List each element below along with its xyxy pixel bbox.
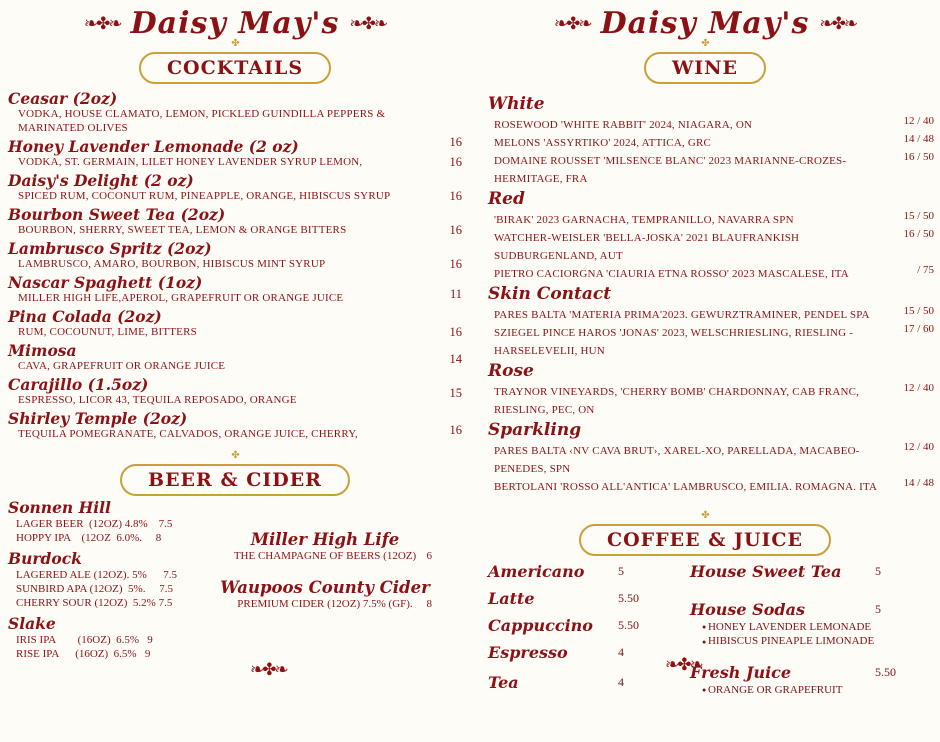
list-item — [0, 410, 470, 441]
wine-list — [470, 94, 940, 495]
wine-row — [488, 264, 940, 282]
wine-banner — [470, 38, 940, 84]
wine-group-head: White — [488, 94, 545, 114]
cocktails-banner-box — [139, 52, 331, 84]
wine-row — [488, 228, 940, 264]
item-name: Honey Lavender Lemonade (2 oz) — [8, 137, 299, 156]
brand-header-left — [0, 6, 470, 41]
beer-brand: Waupoos County Cider — [220, 578, 430, 597]
section-title-wine: WINE — [671, 57, 739, 79]
item-desc: VODKA, ST. GERMAIN, LILET HONEY LAVENDER SYRUP LEMON, — [18, 156, 363, 168]
list-item — [0, 172, 470, 203]
coffee-banner — [470, 510, 940, 556]
list-item — [488, 589, 688, 609]
item-desc: CAVA, GRAPEFRUIT OR ORANGE JUICE — [18, 360, 226, 372]
list-item — [690, 562, 930, 582]
wine-price: 15 / 50 — [903, 305, 934, 317]
beer-sub-text: PREMIUM CIDER (12OZ) 7.5% (GF). — [237, 598, 413, 610]
item-name: Americano — [488, 562, 585, 581]
wine-name: PIETRO CACIORGNA 'CIAURIA ETNA ROSSO' 2023 MASCALESE, ITA — [494, 268, 849, 280]
coffee-right-column — [690, 562, 930, 704]
flourish-icon: ❧✤❧ — [553, 14, 591, 33]
item-name: Espresso — [488, 643, 568, 662]
wine-name: DOMAINE ROUSSET 'MILSENCE BLANC' 2023 MARIANNE-CROZES-HERMITAGE, FRA — [494, 155, 847, 185]
wine-row — [488, 477, 940, 495]
beer-row: HOPPY IPA (12OZ 6.0%. 8 — [16, 532, 162, 544]
list-item — [0, 138, 470, 169]
list-item — [488, 616, 688, 636]
item-bullets — [690, 683, 930, 697]
beer-price: 8 — [426, 598, 432, 610]
section-title-beer: BEER & CIDER — [148, 469, 322, 491]
beer-row — [200, 597, 450, 612]
list-item — [0, 240, 470, 271]
wine-row — [488, 115, 940, 133]
beer-row: SUNBIRD APA (12OZ) 5%. 7.5 — [16, 583, 173, 595]
item-price: 16 — [449, 155, 462, 169]
wine-price: 15 / 50 — [903, 210, 934, 222]
flourish-icon: ❧✤❧ — [665, 655, 702, 674]
wine-name: WATCHER-WEISLER 'BELLA-JOSKA' 2021 BLAUFRANKISH SUDBURGENLAND, AUT — [494, 232, 800, 262]
wine-row — [488, 133, 940, 151]
wine-name: BERTOLANI 'ROSSO ALL'ANTICA' LAMBRUSCO, EMILIA. ROMAGNA. ITA — [494, 481, 878, 493]
beer-left-column — [8, 498, 213, 661]
item-name: Tea — [488, 673, 519, 692]
item-name: Ceasar (2oz) — [8, 89, 118, 108]
item-desc: TEQUILA POMEGRANATE, CALVADOS, ORANGE JUICE, CHERRY, — [18, 428, 358, 440]
list-item — [690, 663, 930, 697]
brand-title: Daisy May's — [600, 6, 810, 41]
item-desc: VODKA, HOUSE CLAMATO, LEMON, PICKLED GUINDILLA PEPPERS & MARINATED OLIVES — [18, 108, 386, 134]
beer-brand-group — [8, 498, 213, 545]
beer-brand: Miller High Life — [250, 530, 400, 549]
knot-icon: ✤ — [231, 450, 239, 461]
beer-banner — [0, 450, 470, 496]
item-desc: ESPRESSO, LICOR 43, TEQUILA REPOSADO, ORANGE — [18, 394, 297, 406]
item-price: 15 — [449, 386, 462, 400]
wine-price: 12 / 40 — [903, 115, 934, 127]
flourish-icon: ❧✤❧ — [250, 660, 287, 679]
item-price: 16 — [449, 257, 462, 271]
coffee-left-column — [488, 562, 688, 700]
item-price: 5.50 — [618, 618, 639, 632]
item-price: 5 — [875, 602, 881, 616]
beer-price: 6 — [426, 550, 432, 562]
bullet: ● ORANGE OR GRAPEFRUIT — [702, 683, 930, 697]
bullet: ● HIBISCUS PINEAPLE LIMONADE — [702, 634, 930, 648]
item-price: 16 — [449, 423, 462, 437]
list-item — [0, 206, 470, 237]
wine-row — [488, 151, 940, 187]
item-price: 5.50 — [618, 591, 639, 605]
wine-group-head: Skin Contact — [488, 284, 612, 304]
section-title-cocktails: COCKTAILS — [166, 57, 304, 79]
beer-row: LAGERED ALE (12OZ). 5% 7.5 — [16, 569, 178, 581]
bullet: ● HONEY LAVENDER LEMONADE — [702, 620, 930, 634]
beer-row: RISE IPA (16OZ) 6.5% 9 — [16, 648, 151, 660]
item-name: Lambrusco Spritz (2oz) — [8, 239, 212, 258]
beer-brand: Sonnen Hill — [8, 498, 111, 517]
item-price: 16 — [449, 189, 462, 203]
beer-right-column — [200, 530, 450, 612]
wine-price: 16 / 50 — [903, 151, 934, 163]
brand-header-right — [470, 6, 940, 41]
coffee-lists — [470, 562, 940, 742]
beer-lists — [0, 498, 470, 660]
wine-price: 12 / 40 — [903, 441, 934, 453]
knot-icon: ✤ — [231, 38, 239, 49]
wine-price: 12 / 40 — [903, 382, 934, 394]
section-title-coffee: COFFEE & JUICE — [606, 529, 804, 551]
list-item — [0, 376, 470, 407]
beer-brand-group — [200, 530, 450, 564]
wine-group — [470, 284, 940, 359]
wine-name: PARES BALTA 'MATERIA PRIMA'2023. GEWURZTRAMINER, PENDEL SPA — [494, 309, 870, 321]
item-name: Mimosa — [8, 341, 77, 360]
coffee-banner-box — [579, 524, 831, 556]
wine-name: SZIEGEL PINCE HAROS 'JONAS' 2023, WELSCHRIESLING, RIESLING -HARSELEVELII, HUN — [494, 327, 854, 357]
wine-name: MELONS 'ASSYRTIKO' 2024, ATTICA, GRC — [494, 137, 712, 149]
item-desc: SPICED RUM, COCONUT RUM, PINEAPPLE, ORANGE, HIBISCUS SYRUP — [18, 190, 391, 202]
wine-name: ROSEWOOD 'WHITE RABBIT' 2024, NIAGARA, ON — [494, 119, 753, 131]
item-name: Bourbon Sweet Tea (2oz) — [8, 205, 226, 224]
wine-group-head: Sparkling — [488, 420, 582, 440]
right-column — [470, 0, 940, 742]
item-name: Fresh Juice — [690, 662, 792, 682]
brand-title: Daisy May's — [130, 6, 340, 41]
item-price: 4 — [618, 675, 624, 689]
wine-row — [488, 305, 940, 323]
item-name: Cappuccino — [488, 616, 593, 635]
wine-row — [488, 210, 940, 228]
cocktails-banner — [0, 38, 470, 84]
item-name: Carajillo (1.5oz) — [8, 375, 149, 394]
item-name: Latte — [488, 589, 535, 608]
wine-group-head: Red — [488, 189, 525, 209]
flourish-icon: ❧✤❧ — [83, 14, 121, 33]
wine-name: TRAYNOR VINEYARDS, 'CHERRY BOMB' CHARDONNAY, CAB FRANC, RIESLING, PEC, ON — [494, 386, 860, 416]
cocktail-list — [0, 90, 470, 441]
item-price: 11 — [449, 287, 462, 301]
beer-banner-box — [120, 464, 350, 496]
beer-row: CHERRY SOUR (12OZ) 5.2% 7.5 — [16, 597, 173, 609]
list-item — [488, 643, 688, 663]
wine-row — [488, 323, 940, 359]
item-price: 16 — [449, 223, 462, 237]
beer-brand-group — [8, 549, 213, 610]
flourish-icon: ❧✤❧ — [819, 14, 857, 33]
knot-icon: ✤ — [701, 510, 709, 521]
wine-group — [470, 189, 940, 282]
wine-name: 'BIRAK' 2023 GARNACHA, TEMPRANILLO, NAVARRA SPN — [494, 214, 794, 226]
item-name: Daisy's Delight (2 oz) — [8, 171, 194, 190]
list-item — [0, 342, 470, 373]
list-item — [690, 600, 930, 649]
beer-brand: Slake — [8, 614, 56, 633]
wine-group — [470, 420, 940, 495]
knot-icon: ✤ — [701, 38, 709, 49]
item-name: House Sweet Tea — [690, 562, 842, 581]
wine-price: 14 / 48 — [903, 477, 934, 489]
item-price: 5 — [875, 564, 881, 578]
beer-row: LAGER BEER (12OZ) 4.8% 7.5 — [16, 518, 173, 530]
item-price: 5 — [618, 564, 624, 578]
wine-price: / 75 — [917, 264, 934, 276]
beer-brand-group — [8, 614, 213, 661]
item-name: House Sodas — [690, 600, 805, 619]
list-item — [0, 308, 470, 339]
item-price: 4 — [618, 645, 624, 659]
wine-banner-box — [644, 52, 766, 84]
item-name: Pina Colada (2oz) — [8, 307, 162, 326]
wine-row — [488, 441, 940, 477]
item-price: 16 — [449, 135, 462, 149]
wine-price: 17 / 60 — [903, 323, 934, 335]
item-desc: BOURBON, SHERRY, SWEET TEA, LEMON & ORANGE BITTERS — [18, 224, 347, 236]
wine-group-head: Rose — [488, 361, 534, 381]
item-price: 16 — [449, 325, 462, 339]
item-price: 14 — [449, 352, 462, 366]
list-item — [488, 673, 688, 693]
wine-group — [470, 94, 940, 187]
beer-row — [200, 549, 450, 564]
wine-price: 14 / 48 — [903, 133, 934, 145]
item-desc: LAMBRUSCO, AMARO, BOURBON, HIBISCUS MINT SYRUP — [18, 258, 326, 270]
wine-group — [470, 361, 940, 418]
item-name: Shirley Temple (2oz) — [8, 409, 188, 428]
item-desc: MILLER HIGH LIFE,APEROL, GRAPEFRUIT OR ORANGE JUICE — [18, 292, 344, 304]
beer-sub-text: THE CHAMPAGNE OF BEERS (12OZ) — [233, 550, 417, 562]
wine-row — [488, 382, 940, 418]
item-bullets — [690, 620, 930, 649]
beer-brand: Burdock — [8, 549, 82, 568]
item-desc: RUM, COCOUNUT, LIME, BITTERS — [18, 326, 197, 338]
flourish-icon: ❧✤❧ — [349, 14, 387, 33]
wine-name: PARES BALTA ‹NV CAVA BRUT›, XAREL-XO, PARELLADA, MACABEO-PENEDES, SPN — [494, 445, 860, 475]
list-item — [0, 274, 470, 305]
beer-brand-group — [200, 578, 450, 612]
wine-price: 16 / 50 — [903, 228, 934, 240]
item-price: 5.50 — [875, 664, 896, 679]
left-column — [0, 0, 470, 679]
beer-row: IRIS IPA (16OZ) 6.5% 9 — [16, 634, 153, 646]
item-name: Nascar Spaghett (1oz) — [8, 273, 203, 292]
list-item — [488, 562, 688, 582]
